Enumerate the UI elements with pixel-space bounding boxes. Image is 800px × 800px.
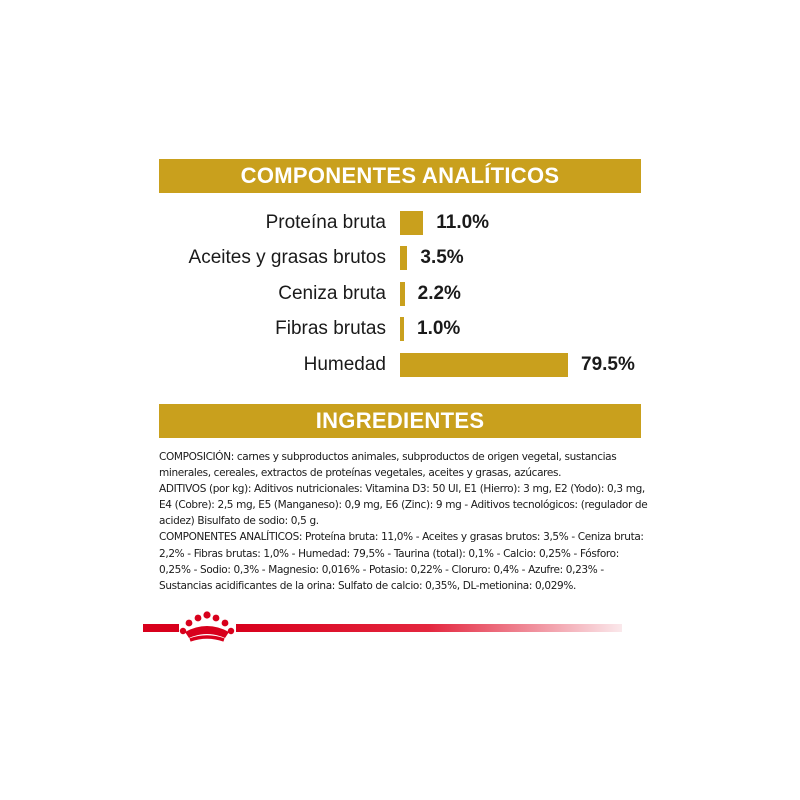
category-label: Ceniza bruta: [278, 283, 386, 304]
ingredients-header: [159, 404, 641, 438]
ingredients-text: [159, 449, 649, 594]
category-label: Fibras brutas: [275, 318, 386, 339]
composition-paragraph: COMPOSICIÓN: carnes y subproductos animales, subproductos de origen vegetal, sustancias minerales, cereales, extractos de proteínas vegetales, aceites y grasas, azúcares.: [159, 451, 617, 480]
value-label: 3.5%: [420, 247, 464, 268]
ingredients-title: INGREDIENTES: [315, 408, 485, 433]
red-line-right: [236, 624, 622, 632]
analytic-components-title: COMPONENTES ANALÍTICOS: [240, 163, 560, 188]
value-label: 11.0%: [436, 212, 490, 233]
category-label: Proteína bruta: [265, 212, 386, 233]
bar: [400, 282, 405, 306]
crown-icon: [179, 610, 235, 644]
category-label: Humedad: [303, 354, 386, 375]
bar: [400, 317, 404, 341]
category-label: Aceites y grasas brutos: [188, 247, 386, 268]
bar: [400, 211, 423, 235]
value-label: 79.5%: [581, 354, 635, 375]
value-label: 1.0%: [417, 318, 461, 339]
analytic-paragraph: COMPONENTES ANALÍTICOS: Proteína bruta: 11,0% - Aceites y grasas brutos: 3,5% - Ceniza bruta: 2,2% - Fibras brutas: 1,0% - Humedad: 79,5% - Taurina (total): 0,1% - Calcio: 0,25% - Fósforo: 0,25% - Sodio: 0,3% - Magnesio: 0,016% - Potasio: 0,22% - Cloruro: 0,4% - Azufre: 0,23% - Sustancias acidificantes de la orina: Sulfato de calcio: 0,35%, DL-metionina: 0,029%.: [159, 531, 644, 592]
red-line-left: [143, 624, 179, 632]
value-label: 2.2%: [417, 283, 461, 304]
bar: [400, 246, 407, 270]
additives-paragraph: ADITIVOS (por kg): Aditivos nutricionales: Vitamina D3: 50 UI, E1 (Hierro): 3 mg, E2 (Yodo): 0,3 mg, E4 (Cobre): 2,5 mg, E5 (Manganeso): 0,9 mg, E6 (Zinc): 9 mg - Aditivos tecnológicos: (regulador de acidez) Bisulfato de sodio: 0,5 g.: [159, 483, 648, 528]
bar: [400, 353, 568, 377]
